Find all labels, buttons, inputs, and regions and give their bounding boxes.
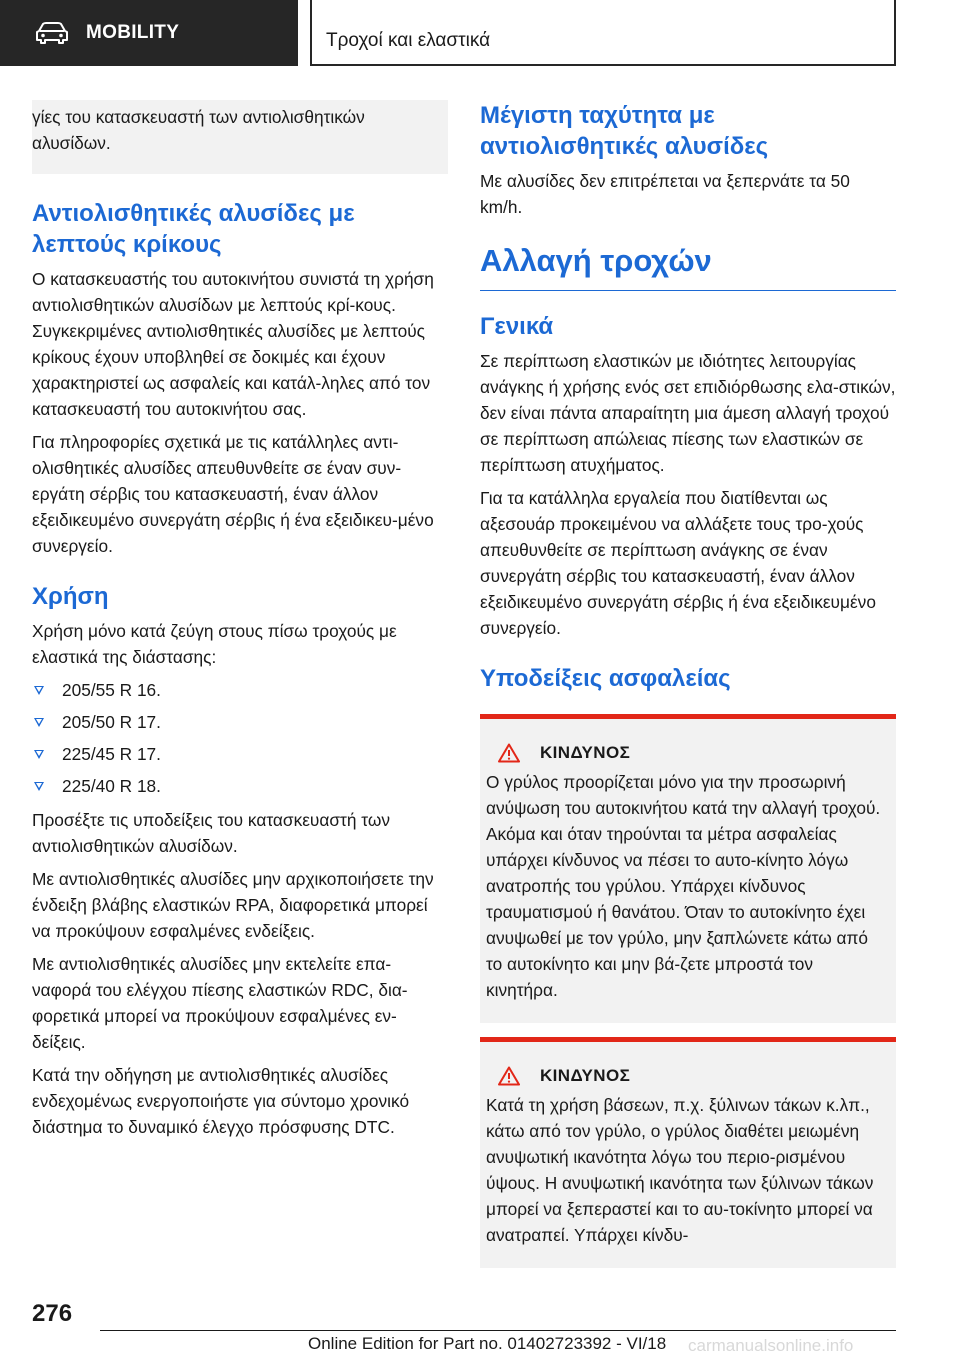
footer-divider bbox=[100, 1330, 896, 1331]
continued-note-box bbox=[32, 100, 448, 174]
continued-note-text: γίες του κατασκευαστή των αντιολισθητικών αλυσίδων. bbox=[32, 107, 365, 153]
warning-triangle-icon bbox=[498, 1066, 520, 1086]
usage-heading: Χρήση bbox=[32, 583, 109, 610]
usage-paragraph-3: Με αντιολισθητικές αλυσίδες μην αρχικοποιήσετε την ένδειξη βλάβης ελαστικών RPA, διαφορετικά μπορεί να προκύψουν εσφαλμένες ενδείξεις. bbox=[32, 869, 434, 941]
brand-tab bbox=[0, 0, 298, 66]
safety-heading: Υποδείξεις ασφαλείας bbox=[480, 665, 731, 692]
car-icon bbox=[36, 22, 68, 44]
page-footer bbox=[0, 1296, 960, 1362]
usage-paragraph-2: Προσέξτε τις υποδείξεις του κατασκευαστή των αντιολισθητικών αλυσίδων. bbox=[32, 810, 390, 856]
usage-paragraph-5: Κατά την οδήγηση με αντιολισθητικές αλυσίδες ενδεχομένως ενεργοποιήστε για σύντομο χρονικό διάστημα το δυναμικό έλεγχο πρόσφυσης DTC. bbox=[32, 1065, 410, 1137]
max-speed-paragraph: Με αλυσίδες δεν επιτρέπεται να ξεπερνάτε τα 50 km/h. bbox=[480, 171, 850, 217]
warning-header bbox=[498, 1066, 886, 1086]
danger-warning-2 bbox=[480, 1037, 896, 1268]
list-item: 205/55 R 16. bbox=[32, 677, 448, 703]
general-paragraph-1: Σε περίπτωση ελαστικών με ιδιότητες λειτουργίας ανάγκης ή χρήσης ενός σετ επιδιόρθωσης ελα-στικών, δεν είναι πάντα απαραίτητη μια άμεση αλλαγή τροχού σε περίπτωση απώλειας πίεσης των ελαστικών σε περίπτωση ατυχήματος. bbox=[480, 351, 896, 475]
page-number: 276 bbox=[32, 1300, 73, 1327]
chapter-tab bbox=[310, 0, 896, 66]
list-item: 225/40 R 18. bbox=[32, 773, 448, 799]
right-column bbox=[480, 100, 896, 1282]
usage-paragraph-4: Με αντιολισθητικές αλυσίδες μην εκτελείτε επα-ναφορά του ελέγχου πίεσης ελαστικών RDC, δια-φορετικά μπορεί να προκύψουν εσφαλμένες εν-δείξεις. bbox=[32, 954, 408, 1052]
warning-label: ΚΙΝΔΥΝΟΣ bbox=[540, 1066, 631, 1085]
brand-label: MOBILITY bbox=[86, 22, 180, 43]
edition-note: Online Edition for Part no. 01402723392 - VI/18 bbox=[308, 1334, 667, 1353]
max-speed-heading: Μέγιστη ταχύτητα με αντιολισθητικές αλυσίδες bbox=[480, 102, 769, 160]
thin-chains-paragraph-1: Ο κατασκευαστής του αυτοκινήτου συνιστά τη χρήση αντιολισθητικών αλυσίδων με λεπτούς κρί-κους. Συγκεκριμένες αντιολισθητικές αλυσίδες με λεπτούς κρίκους έχουν υποβληθεί σε δοκιμές και έχουν χαρακτηριστεί ως ασφαλείς και κατάλ-ληλες από τον κατασκευαστή του αυτοκινήτου σας. bbox=[32, 269, 434, 419]
left-column bbox=[32, 100, 448, 1147]
danger-warning-1 bbox=[480, 714, 896, 1023]
triangle-bullet-icon bbox=[34, 686, 44, 695]
warning-triangle-icon bbox=[498, 743, 520, 763]
triangle-bullet-icon bbox=[34, 718, 44, 727]
list-item: 225/45 R 17. bbox=[32, 741, 448, 767]
warning-text: Κατά τη χρήση βάσεων, π.χ. ξύλινων τάκων κ.λπ., κάτω από τον γρύλο, ο γρύλος διαθέτει μειωμένη ανυψωτική ικανότητα λόγω του περιο-ρισμένου ύψους. Η ανυψωτική ικανότητα των ξύλινων τάκων μπορεί να ξεπεραστεί και το αυ-τοκίνητο μπορεί να ανατραπεί. Υπάρχει κίνδυ- bbox=[486, 1095, 874, 1245]
page-header bbox=[0, 0, 960, 66]
triangle-bullet-icon bbox=[34, 782, 44, 791]
general-paragraph-2: Για τα κατάλληλα εργαλεία που διατίθενται ως αξεσουάρ προκειμένου να αλλάξετε τους τρο-χούς απευθυνθείτε σε περίπτωση ανάγκης σε έναν συνεργάτη σέρβις του κατασκευαστή, έναν άλλον εξειδικευμένο συνεργάτη σέρβις ή ένα εξειδικευμένο συνεργείο. bbox=[480, 488, 876, 638]
warning-label: ΚΙΝΔΥΝΟΣ bbox=[540, 743, 631, 762]
list-item: 205/50 R 17. bbox=[32, 709, 448, 735]
warning-header bbox=[498, 743, 886, 763]
general-heading: Γενικά bbox=[480, 313, 554, 340]
warning-text: Ο γρύλος προορίζεται μόνο για την προσωρινή ανύψωση του αυτοκινήτου κατά την αλλαγή τροχού. Ακόμα και όταν τηρούνται τα μέτρα ασφαλείας υπάρχει κίνδυνος να πέσει το αυτο-κίνητο λόγω ανατροπής του γρύλου. Υπάρχει κίνδυνος τραυματισμού ή θανάτου. Όταν το αυτοκίνητο έχει ανυψωθεί με τον γρύλο, μην ξαπλώνετε κάτω από το αυτοκίνητο και μην βά-ζετε μπροστά τον κινητήρα. bbox=[486, 772, 881, 1000]
wheel-change-title: Αλλαγή τροχών bbox=[480, 242, 896, 291]
watermark: carmanualsonline.info bbox=[688, 1336, 854, 1355]
thin-chains-paragraph-2: Για πληροφορίες σχετικά με τις κατάλληλες αντι-ολισθητικές αλυσίδες απευθυνθείτε σε έναν συν-εργάτη σέρβις του κατασκευαστή, έναν άλλον εξειδικευμένο συνεργάτη σέρβις ή ένα εξειδικευ-μένο συνεργείο. bbox=[32, 432, 434, 556]
usage-paragraph-1: Χρήση μόνο κατά ζεύγη στους πίσω τροχούς με ελαστικά της διάστασης: bbox=[32, 621, 397, 667]
thin-chains-heading: Αντιολισθητικές αλυσίδες με λεπτούς κρίκους bbox=[32, 200, 355, 258]
chapter-title: Τροχοί και ελαστικά bbox=[326, 30, 491, 51]
triangle-bullet-icon bbox=[34, 750, 44, 759]
tire-size-list bbox=[32, 677, 448, 799]
